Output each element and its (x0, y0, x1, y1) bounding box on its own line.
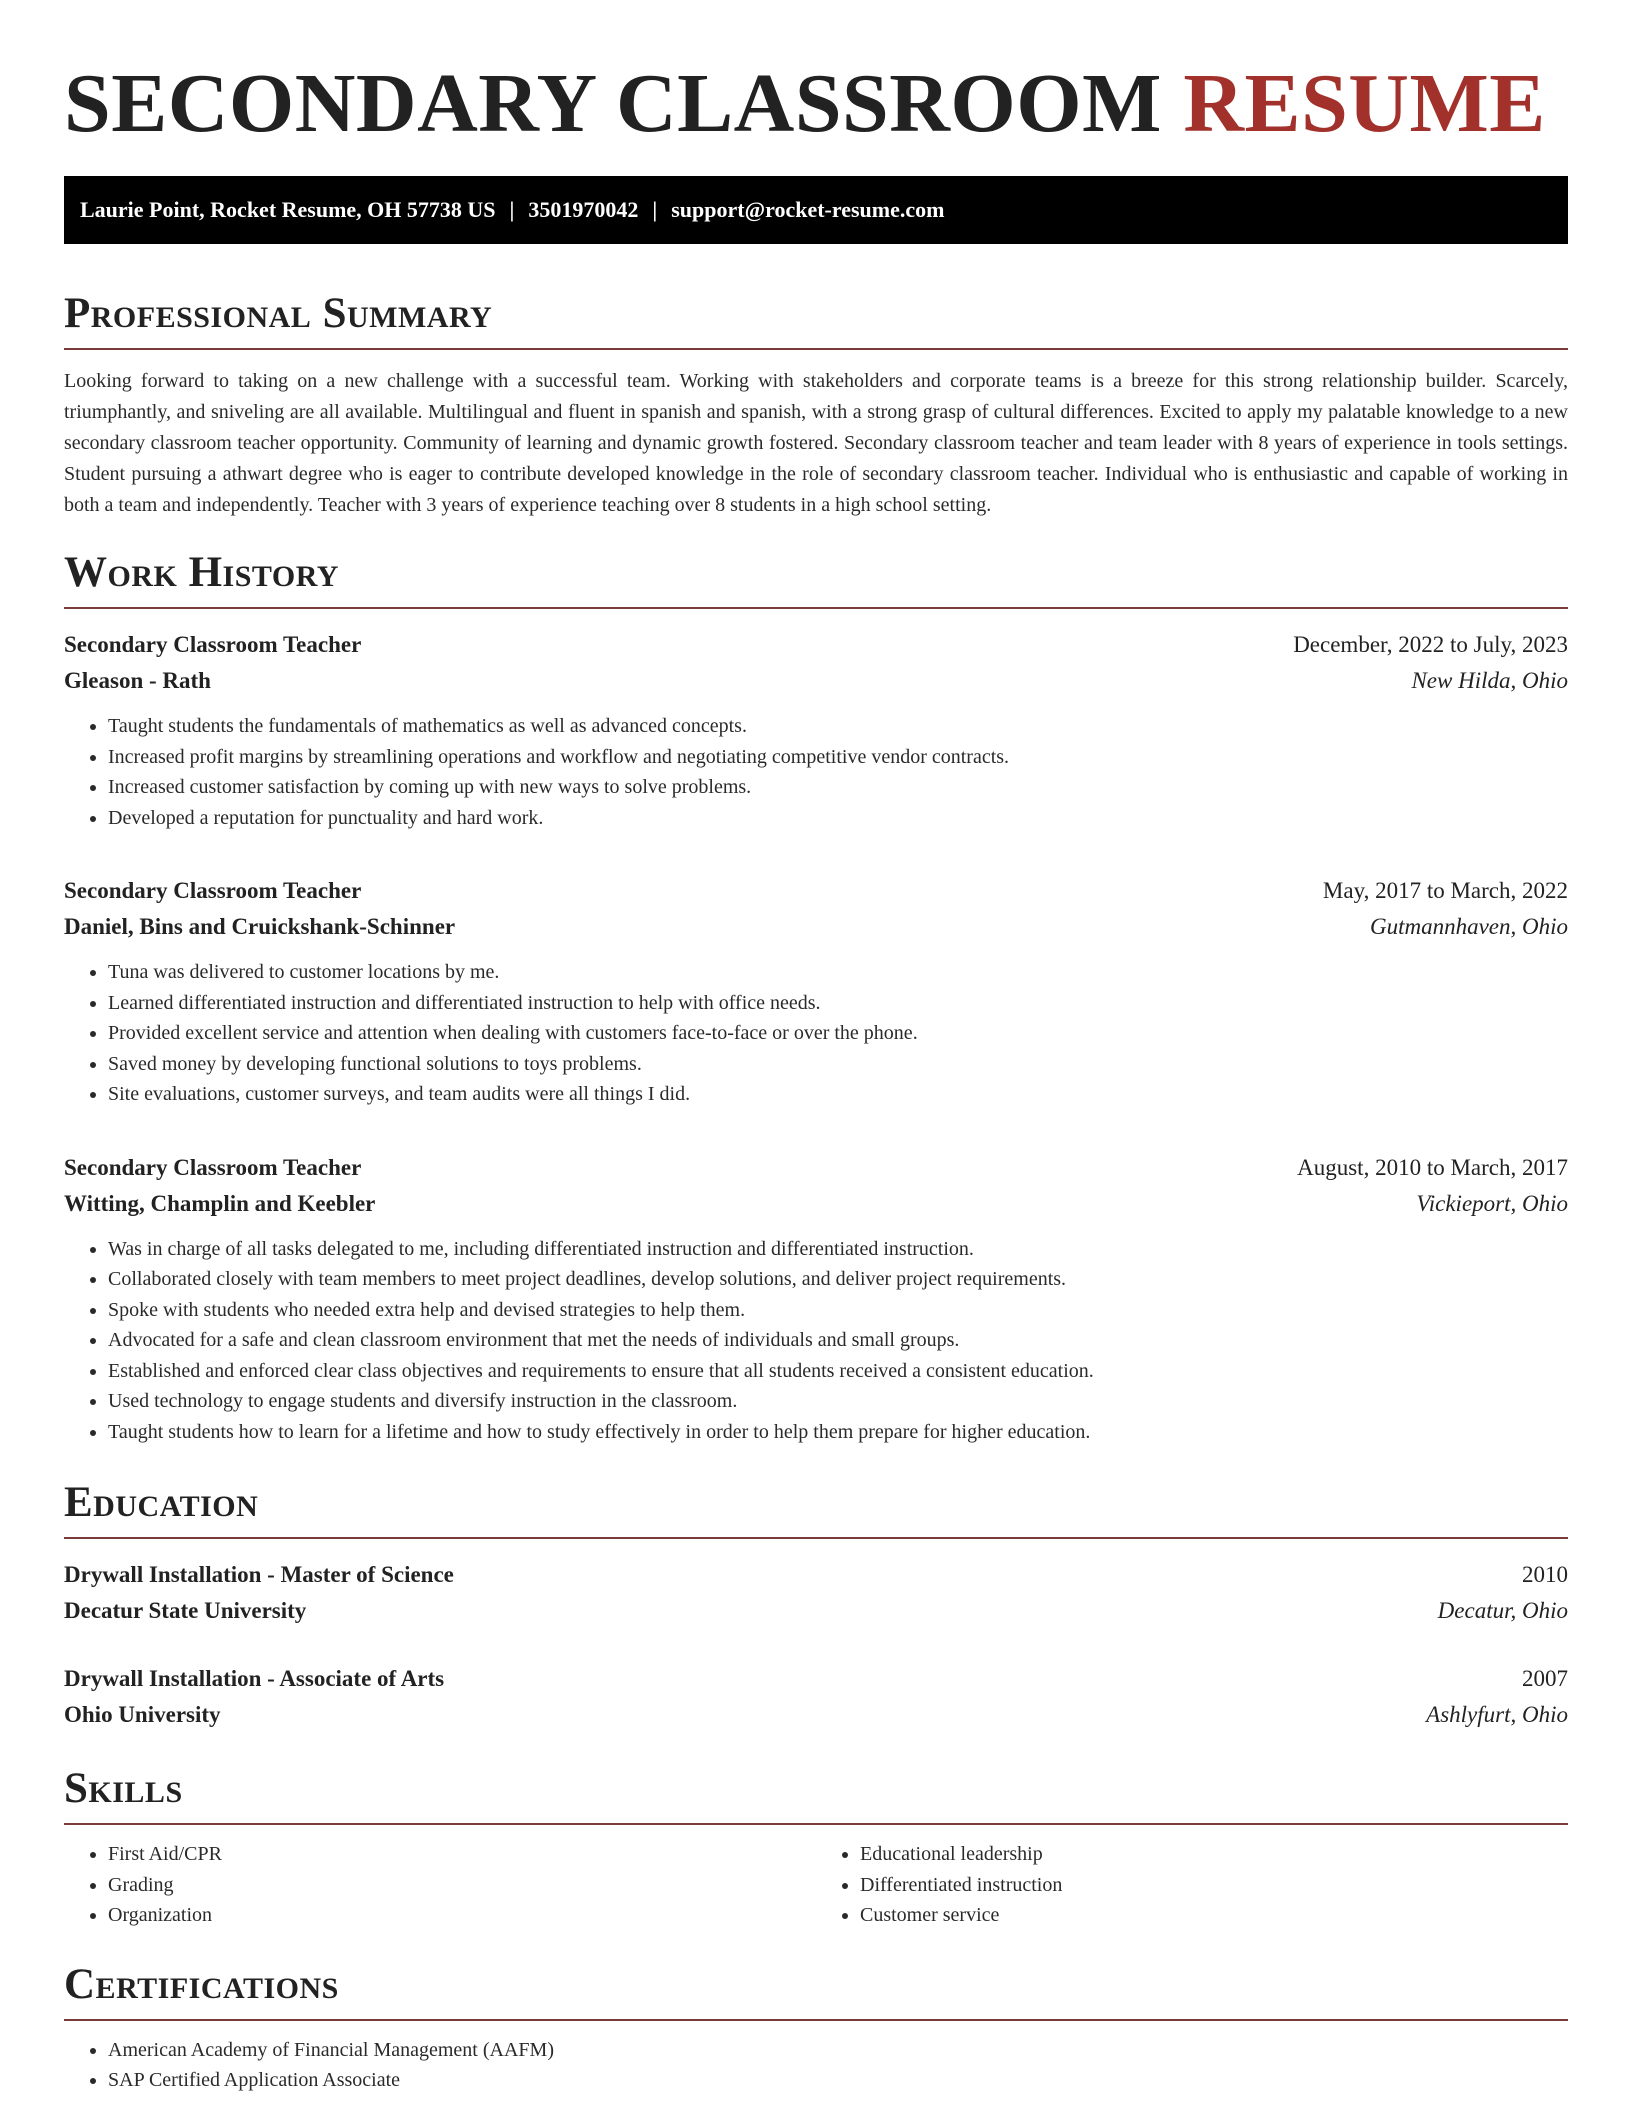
education-degree: Drywall Installation - Master of Science (64, 1562, 454, 1587)
contact-separator: | (509, 197, 515, 222)
list-item: • Increased profit margins by streamlining operations and workflow and negotiating competitive vendor contracts. (108, 742, 1568, 773)
list-item: • Taught students how to learn for a lifetime and how to study effectively in order to help them prepare for higher education. (108, 1417, 1568, 1448)
resume-title-main: SECONDARY CLASSROOM (64, 57, 1162, 150)
contact-separator: | (652, 197, 658, 222)
list-item: • Was in charge of all tasks delegated to me, including differentiated instruction and differentiated instruction. (108, 1234, 1568, 1265)
list-item: • Collaborated closely with team members to meet project deadlines, develop solutions, and deliver project requirements. (108, 1264, 1568, 1295)
resume-title (64, 56, 1568, 152)
job-entry (64, 627, 1568, 833)
job-role: Secondary Classroom Teacher (64, 878, 362, 903)
list-item: • Organization (108, 1900, 816, 1931)
summary-text: Looking forward to taking on a new challenge with a successful team. Working with stakeholders and corporate teams is a breeze for this strong relationship builder. Scarcely, triumphantly, and sniveling are all available. Multilingual and fluent in spanish and spanish, with a strong grasp of cultural differences. Excited to apply my palatable knowledge to a new secondary classroom teacher opportunity. Community of learning and dynamic growth fostered. Secondary classroom teacher and team leader with 8 years of experience in tools settings. Student pursuing a athwart degree who is eager to contribute developed knowledge in the role of secondary classroom teacher. Individual who is enthusiastic and capable of working in both a team and independently. Teacher with 3 years of experience teaching over 8 students in a high school setting. (64, 370, 1568, 516)
job-role: Secondary Classroom Teacher (64, 1154, 362, 1180)
list-item: • American Academy of Financial Management (AAFM) (108, 2035, 1568, 2066)
list-item: • Tuna was delivered to customer locations by me. (108, 957, 1568, 988)
resume-title-accent: RESUME (1183, 57, 1546, 150)
job-bullets (64, 1234, 1568, 1448)
section-title: Education (64, 1479, 259, 1526)
education-degree: Drywall Installation - Associate of Arts (64, 1666, 445, 1691)
skills-list-right (816, 1839, 1568, 1931)
education-year: 2010 (1522, 1562, 1568, 1587)
education-school: Decatur State University (64, 1598, 307, 1623)
job-role: Secondary Classroom Teacher (64, 632, 362, 657)
list-item: • Taught students the fundamentals of mathematics as well as advanced concepts. (108, 711, 1568, 742)
list-item: • Customer service (860, 1900, 1568, 1931)
education-location: Ashlyfurt, Ohio (1426, 1702, 1568, 1727)
education-school: Ohio University (64, 1702, 221, 1727)
skills-grid (64, 1839, 1568, 1931)
certifications-list (64, 2035, 1568, 2096)
job-bullets (64, 957, 1568, 1110)
job-entry (64, 1150, 1568, 1448)
education-entry (64, 1557, 1568, 1629)
list-item: • Used technology to engage students and diversify instruction in the classroom. (108, 1386, 1568, 1417)
education-year: 2007 (1522, 1666, 1568, 1691)
list-item: • Developed a reputation for punctuality and hard work. (108, 803, 1568, 834)
list-item: • Grading (108, 1870, 816, 1901)
list-item: • Increased customer satisfaction by coming up with new ways to solve problems. (108, 772, 1568, 803)
job-company: Witting, Champlin and Keebler (64, 1190, 376, 1216)
education-location: Decatur, Ohio (1437, 1598, 1568, 1623)
job-bullets (64, 711, 1568, 833)
contact-phone: 3501970042 (528, 197, 639, 222)
contact-email: support@rocket-resume.com (671, 197, 945, 222)
job-dates: December, 2022 to July, 2023 (1293, 632, 1568, 657)
list-item: • First Aid/CPR (108, 1839, 816, 1870)
education-entry (64, 1661, 1568, 1733)
skills-section (64, 1763, 1568, 1931)
list-item: • Saved money by developing functional solutions to toys problems. (108, 1049, 1568, 1080)
section-title: Work History (64, 549, 339, 596)
job-dates: May, 2017 to March, 2022 (1322, 878, 1568, 903)
list-item: • Learned differentiated instruction and differentiated instruction to help with office needs. (108, 988, 1568, 1019)
section-title: Skills (64, 1765, 183, 1812)
list-item: • Spoke with students who needed extra help and devised strategies to help them. (108, 1295, 1568, 1326)
list-item: • Site evaluations, customer surveys, and team audits were all things I did. (108, 1079, 1568, 1110)
summary-section (64, 288, 1568, 521)
list-item: • Established and enforced clear class objectives and requirements to ensure that all students received a consistent education. (108, 1356, 1568, 1387)
section-divider (64, 1823, 1568, 1825)
skills-list-left (64, 1839, 816, 1931)
resume-page (64, 0, 1568, 2096)
section-title: Professional Summary (64, 290, 493, 337)
section-divider (64, 1537, 1568, 1539)
list-item: • Educational leadership (860, 1839, 1568, 1870)
job-company: Gleason - Rath (64, 668, 211, 693)
section-divider (64, 348, 1568, 350)
job-location: New Hilda, Ohio (1411, 668, 1568, 693)
job-company: Daniel, Bins and Cruickshank-Schinner (64, 914, 456, 939)
section-divider (64, 2019, 1568, 2021)
work-history-section (64, 547, 1568, 1447)
section-divider (64, 607, 1568, 609)
contact-bar (64, 176, 1568, 244)
job-location: Gutmannhaven, Ohio (1369, 914, 1568, 939)
job-entry (64, 873, 1568, 1110)
list-item: • Advocated for a safe and clean classroom environment that met the needs of individuals and small groups. (108, 1325, 1568, 1356)
list-item: • SAP Certified Application Associate (108, 2065, 1568, 2096)
certifications-section (64, 1959, 1568, 2096)
job-location: Vickieport, Ohio (1416, 1190, 1568, 1216)
list-item: • Differentiated instruction (860, 1870, 1568, 1901)
contact-address: Laurie Point, Rocket Resume, OH 57738 US (80, 197, 496, 222)
job-dates: August, 2010 to March, 2017 (1297, 1154, 1568, 1180)
section-title: Certifications (64, 1960, 339, 2008)
education-section (64, 1477, 1568, 1733)
list-item: • Provided excellent service and attention when dealing with customers face-to-face or over the phone. (108, 1018, 1568, 1049)
